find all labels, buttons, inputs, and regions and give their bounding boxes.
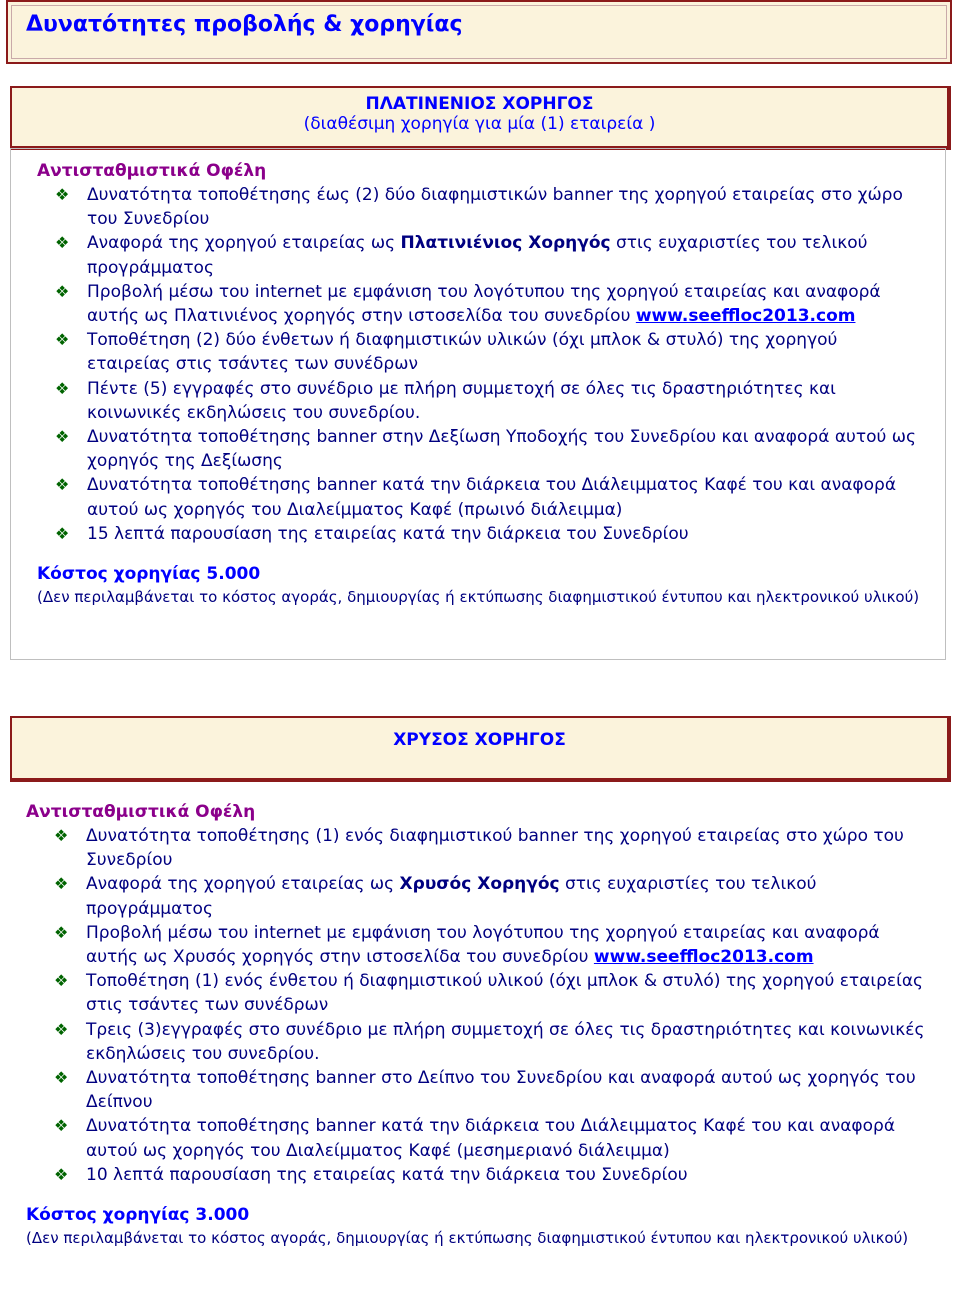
page-title-box — [6, 0, 952, 64]
bullet-icon: ❖ — [54, 1164, 69, 1184]
bullet-icon: ❖ — [55, 330, 70, 350]
list-item — [55, 328, 925, 376]
list-item-text: Πέντε (5) εγγραφές στο συνέδριο με πλήρη συμμετοχή σε όλες τις δραστηριότητες και κοινωνικές εκδηλώσεις του συνεδρίου. — [87, 378, 836, 423]
list-item-text: Προβολή μέσω του internet με εμφάνιση του λογότυπου της χορηγού εταιρείας και αναφορά αυτής ως Πλατινιένος χορηγός στην ιστοσελίδα του συνεδρίου — [87, 281, 881, 327]
list-item-text: Τοποθέτηση (1) ενός ένθετου ή διαφημιστικού υλικού (όχι μπλοκ & στυλό) της χορηγού εταιρείας στις τσάντες των συνέδρων — [86, 971, 924, 1016]
bullet-icon: ❖ — [55, 523, 70, 543]
list-item — [55, 183, 925, 231]
bullet-icon: ❖ — [54, 874, 69, 894]
bullet-icon: ❖ — [54, 971, 69, 991]
list-item — [54, 824, 926, 872]
list-item-text: 15 λεπτά παρουσίαση της εταιρείας κατά την διάρκεια του Συνεδρίου — [87, 523, 689, 544]
list-item-text: 10 λεπτά παρουσίαση της εταιρείας κατά την διάρκεια του Συνεδρίου — [86, 1164, 688, 1185]
list-item — [54, 1066, 926, 1114]
list-item — [54, 969, 926, 1017]
bullet-icon: ❖ — [54, 1116, 69, 1136]
platinum-benefits-list — [11, 183, 945, 546]
bullet-icon: ❖ — [54, 1019, 69, 1039]
gold-cost: Κόστος χορηγίας 3.000 — [26, 1205, 250, 1226]
list-item-text: Δυνατότητα τοποθέτησης (1) ενός διαφημιστικού banner της χορηγού εταιρείας στο χώρο του Συνεδρίου — [86, 826, 904, 871]
list-item — [54, 1114, 926, 1162]
list-item-text: Δυνατότητα τοποθέτησης banner κατά την διάρκεια του Διάλειμματος Καφέ του και αναφορά αυτού ως χορηγός του Διαλείμματος Καφέ (πρωινό διάλειμμα) — [87, 475, 897, 520]
gold-benefits-list — [10, 824, 946, 1187]
bullet-icon: ❖ — [54, 826, 69, 845]
list-item-text: Τοποθέτηση (2) δύο ένθετων ή διαφημιστικών υλικών (όχι μπλοκ & στυλό) της χορηγού εταιρείας στις τσάντες των συνέδρων — [87, 330, 838, 375]
list-item-text: Δυνατότητα τοποθέτησης banner στην Δεξίωση Υποδοχής του Συνεδρίου και αναφορά αυτού ως χορηγός της Δεξίωσης — [87, 427, 916, 472]
list-item — [55, 280, 925, 328]
website-link[interactable]: www.seeffloc2013.com — [593, 947, 814, 968]
bullet-icon: ❖ — [55, 475, 70, 495]
website-link[interactable]: www.seeffloc2013.com — [635, 306, 856, 327]
bullet-icon: ❖ — [55, 185, 70, 204]
gold-header-title: ΧΡΥΣΟΣ ΧΟΡΗΓΟΣ — [393, 730, 566, 750]
platinum-header — [10, 86, 951, 150]
list-item-text: Αναφορά της χορηγού εταιρείας ως — [87, 233, 401, 254]
bullet-icon: ❖ — [55, 427, 70, 447]
bullet-icon: ❖ — [55, 281, 70, 301]
gold-benefits-title: Αντισταθμιστικά Οφέλη — [26, 802, 256, 822]
gold-cost-note: (Δεν περιλαμβάνεται το κόστος αγοράς, δημιουργίας ή εκτύπωσης διαφημιστικού έντυπου και ηλεκτρονικού υλικού) — [26, 1229, 909, 1248]
list-item-text: Τρεις (3)εγγραφές στο συνέδριο με πλήρη συμμετοχή σε όλες τις δραστηριότητες και κοινωνικές εκδηλώσεις του συνεδρίου. — [86, 1019, 925, 1064]
list-item — [55, 473, 925, 521]
list-item-text: Δυνατότητα τοποθέτησης έως (2) δύο διαφημιστικών banner της χορηγού εταιρείας στο χώρο του Συνεδρίου — [87, 185, 903, 230]
platinum-cost: Κόστος χορηγίας 5.000 — [37, 564, 261, 585]
list-item-text: Αναφορά της χορηγού εταιρείας ως — [86, 874, 400, 895]
platinum-benefits-title: Αντισταθμιστικά Οφέλη — [37, 161, 267, 181]
list-item-text: Δυνατότητα τοποθέτησης banner στο Δείπνο του Συνεδρίου και αναφορά αυτού ως χορηγός του Δείπνου — [86, 1068, 916, 1113]
bullet-icon: ❖ — [54, 922, 69, 942]
list-item — [55, 425, 925, 473]
list-item-text: στις ευχαριστίες του τελικού προγράμματος — [86, 874, 817, 919]
platinum-cost-note: (Δεν περιλαμβάνεται το κόστος αγοράς, δημιουργίας ή εκτύπωσης διαφημιστικού έντυπου και ηλεκτρονικού υλικού) — [37, 588, 920, 607]
bullet-icon: ❖ — [55, 233, 70, 253]
bullet-icon: ❖ — [55, 378, 70, 398]
list-item — [54, 1018, 926, 1066]
sponsor-tier-name: Πλατινιένιος Χορηγός — [400, 233, 611, 254]
list-item-text: στις ευχαριστίες του τελικού προγράμματος — [87, 233, 868, 278]
list-item — [55, 522, 925, 546]
platinum-section — [10, 148, 946, 660]
gold-section — [10, 790, 946, 1300]
list-item — [54, 1163, 926, 1187]
gold-header — [10, 716, 951, 782]
platinum-header-subtitle: (διαθέσιμη χορηγία για μία (1) εταιρεία ) — [303, 114, 656, 134]
page-title: Δυνατότητες προβολής & χορηγίας — [26, 12, 463, 37]
bullet-icon: ❖ — [54, 1068, 69, 1088]
list-item-text: Προβολή μέσω του internet με εμφάνιση του λογότυπου της χορηγού εταιρείας και αναφορά αυτής ως Χρυσός χορηγός στην ιστοσελίδα του συνεδρίου — [86, 922, 880, 968]
list-item — [54, 872, 926, 920]
list-item-text: Δυνατότητα τοποθέτησης banner κατά την διάρκεια του Διάλειμματος Καφέ του και αναφορά αυτού ως χορηγός του Διαλείμματος Καφέ (μεσημεριανό διάλειμμα) — [86, 1116, 896, 1161]
list-item — [55, 231, 925, 279]
sponsor-tier-name: Χρυσός Χορηγός — [399, 874, 560, 895]
platinum-header-title: ΠΛΑΤΙΝΕΝΙΟΣ ΧΟΡΗΓΟΣ — [365, 94, 594, 114]
list-item — [55, 377, 925, 425]
list-item — [54, 921, 926, 969]
